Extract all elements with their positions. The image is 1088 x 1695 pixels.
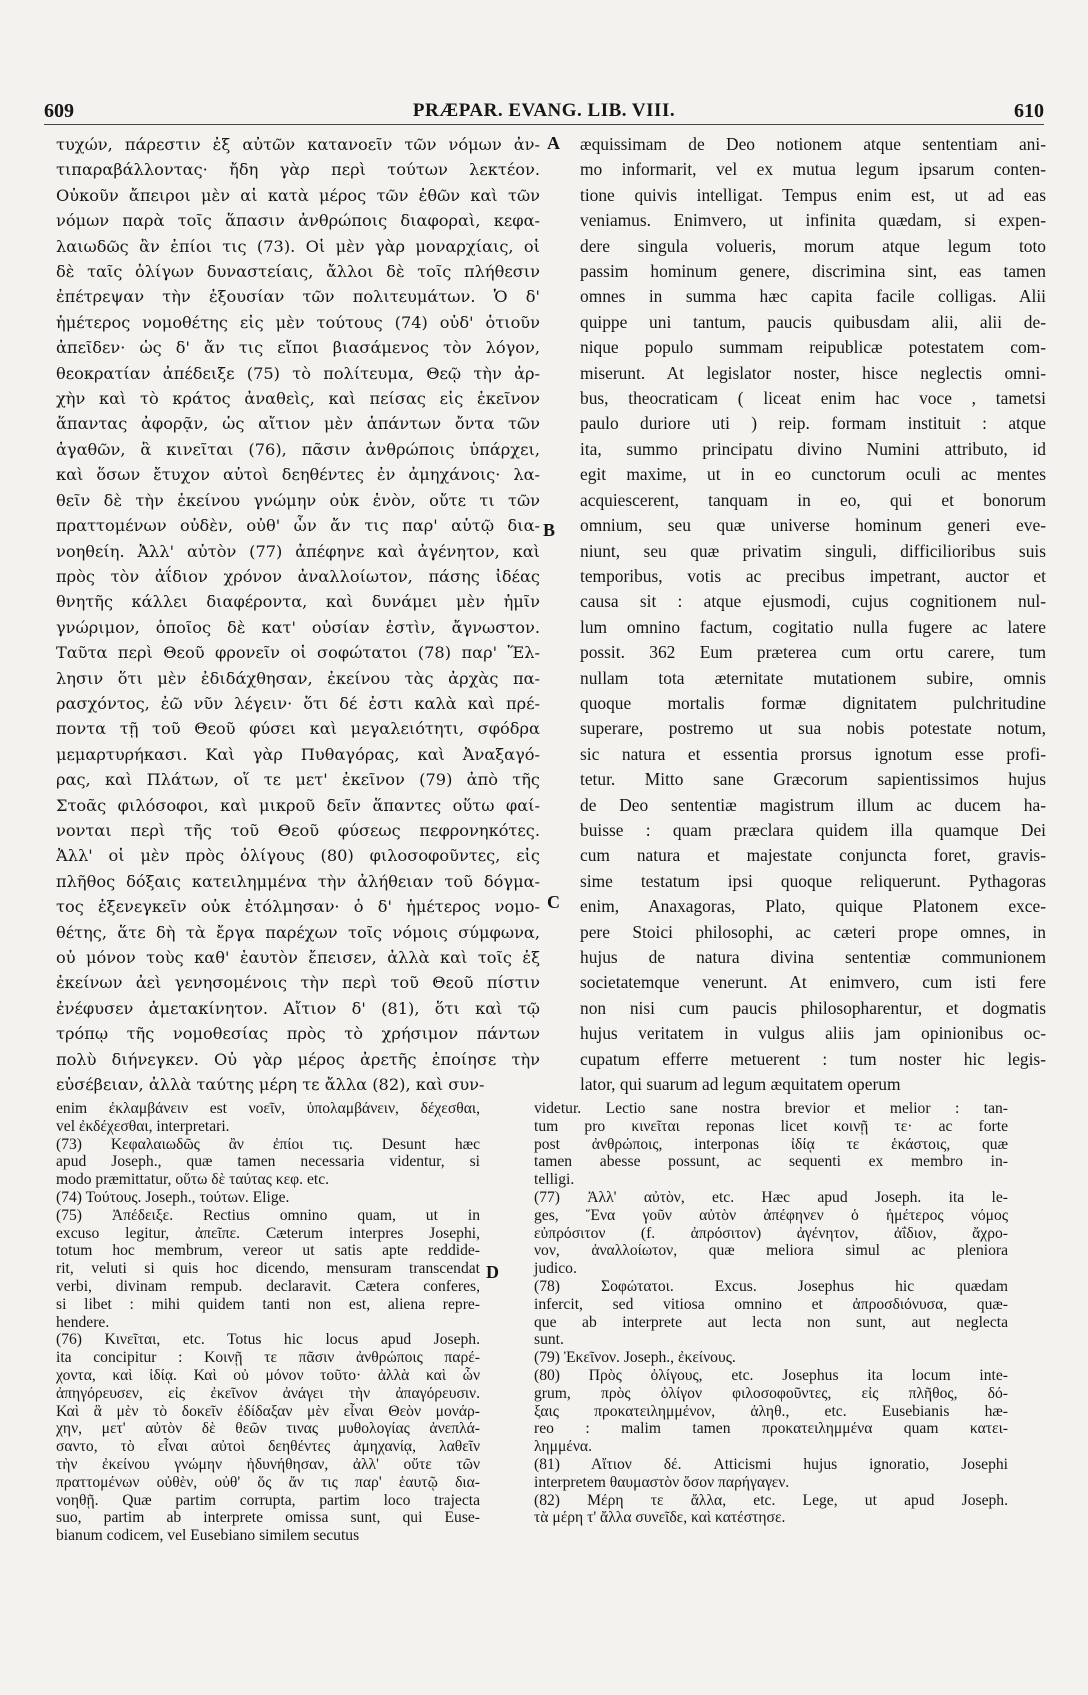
latin-line: non nisi cum paucis philosopharentur, et dogmatis	[580, 997, 1046, 1018]
latin-line: passim hominum genere, discrimina sint, eas tamen	[580, 261, 1046, 282]
latin-line: hujus veritatem in vulgus aliis jam opinionibus oc-	[580, 1023, 1046, 1044]
footnote-line: suo, partim ab interprete omissa sunt, qui Euse-	[56, 1509, 480, 1527]
footnote-line: que ab interprete aut lecta non sunt, aut neglecta	[534, 1313, 1008, 1331]
latin-line: acquiescerent, tanquam in eo, qui et bonorum	[580, 489, 1046, 510]
greek-text-column	[56, 132, 540, 1095]
greek-line: οὐ μόνον τοὺς καθ' ἑαυτὸν ἔπεισεν, ἀλλὰ καὶ τοῖς ἐξ	[56, 948, 540, 967]
greek-line: ἀπεῖδεν· ὡς δ' ἄν τις εἴποι βιασάμενος τὸν λόγον,	[56, 338, 540, 358]
latin-line: niunt, seu quæ privatim singuli, difficilioribus suis	[580, 540, 1046, 561]
greek-line: λαιωδῶς ἂν ἐπίοι τις (73). Οἱ μὲν γὰρ μοναρχίαις, οἱ	[56, 236, 540, 256]
footnote-line: ges, Ἕνα γοῦν αὐτὸν ἀπέφηνεν ὁ ἡμέτερος νόμος	[534, 1206, 1008, 1224]
greek-line: εὐσέβειαν, ἀλλὰ ταύτης μέρη τε ἄλλα (82), καὶ συν-	[56, 1075, 485, 1095]
greek-line: νοηθείη. Ἀλλ' αὐτὸν (77) ἀπέφηνε καὶ ἀγένητον, καὶ	[56, 541, 540, 561]
greek-line: νόμων παρὰ τοῖς ἅπασιν ἀνθρώποις διαφοραὶ, κεφα-	[56, 211, 540, 231]
footnote-line: τὰ μέρη τ' ἄλλα συνεῖδε, καὶ κατέστησε.	[534, 1509, 786, 1527]
footnote-line: ἀπηγόρευσεν, εἰς ἐκεῖνον ἀνάγει τὴν ἀπαγόρευσιν.	[56, 1384, 480, 1402]
footnote-line: (78) Σοφώτατοι. Excus. Josephus hic quædam	[534, 1277, 1008, 1295]
footnote-line: telligi.	[534, 1171, 575, 1189]
footnote-line: verbi, divinam rempub. declaravit. Cætera conferes,	[56, 1277, 480, 1295]
header-rule	[44, 124, 1044, 125]
footnote-line: (75) Ἀπέδειξε. Rectius omnino quam, ut in	[56, 1206, 480, 1224]
latin-line: buisse : quam præclara quidem illa quamque Dei	[580, 819, 1046, 840]
footnote-line: enim ἐκλαμβάνειν est νοεῖν, ὑπολαμβάνειν, δέχεσθαι,	[56, 1100, 480, 1117]
footnote-line: (82) Μέρη τε ἄλλα, etc. Lege, ut apud Joseph.	[534, 1491, 1008, 1509]
footnote-line: πραττομένων οὐθὲν, οὐθ' ὅς ἄν τις παρ' ἑαυτῷ δια-	[56, 1473, 480, 1491]
latin-line: societatemque venerunt. At enimvero, cum isti fere	[580, 972, 1046, 993]
running-title: PRÆPAR. EVANG. LIB. VIII.	[412, 100, 676, 121]
latin-line: hujus de natura divina sententiæ communionem	[580, 947, 1046, 967]
latin-line: nullam tota æternitate mutationem subire, omnis	[580, 667, 1046, 688]
footnote-line: hendere.	[56, 1313, 110, 1331]
greek-line: θνητῆς κάλλει διαφέροντα, καὶ δυνάμει μὲν ἡμῖν	[56, 592, 540, 612]
footnote-line: post ἀνθρώποις, interponas ἰδίᾳ τε ἑκάστοις, quæ	[534, 1135, 1008, 1153]
right-page-number: 610	[1014, 100, 1044, 122]
footnote-line: (81) Αἴτιον δέ. Atticismi hujus ignoratio, Josephi	[534, 1455, 1008, 1473]
latin-line: cum natura et majestate conjuncta foret, gravis-	[580, 845, 1046, 866]
latin-line: dere singula volueris, morum atque legum toto	[580, 235, 1046, 256]
footnote-line: λημμένα.	[534, 1438, 592, 1456]
footnote-line: Καὶ ἃ μὲν τὸ δοκεῖν ἐδίδαξαν μὲν εἶναι Θεὸν μονάρ-	[56, 1402, 480, 1420]
greek-line: θέτης, ἅτε δὴ τὰ ἔργα παρέχων τοῖς νόμοις σύμφωνα,	[56, 922, 540, 942]
greek-line: πραττομένων οὐδὲν, οὐθ' ὧν ἄν τις παρ' αὑτῷ δια-	[56, 516, 540, 536]
latin-line: possit. 362 Eum præterea cum ortu carere, tum	[580, 642, 1046, 663]
latin-line: causa sit : atque ejusmodi, cujus cognitionem nul-	[580, 591, 1046, 612]
greek-line: λησιν ὅτι μὲν ἐδιδάχθησαν, ἐκείνου τὰς ἀρχὰς πα-	[56, 668, 540, 688]
latin-line: sime testatum ipsi quoque reliquerunt. Pythagoras	[580, 870, 1046, 891]
running-header	[44, 100, 1044, 124]
footnotes-left	[56, 1100, 480, 1690]
footnote-line: infercit, sed vitiosa omnino et ἀπροσδιόνυσα, quæ-	[534, 1295, 1008, 1313]
footnote-line: si libet : mihi quidem tanti non est, aliena repre-	[56, 1295, 480, 1313]
footnote-line: (73) Κεφαλαιωδῶς ἂν ἐπίοι τις. Desunt hæc	[56, 1135, 480, 1153]
footnote-line: rit, veluti si quis hoc dicendo, mensuram transcendat	[56, 1260, 480, 1278]
latin-line: omnes in summa hæc capita facile colligas. Alii	[580, 286, 1046, 307]
footnote-line: νον, ἀναλλοίωτον, quæ meliora simul ac pleniora	[534, 1242, 1008, 1260]
greek-line: ποντα τῇ τοῦ Θεοῦ φύσει καὶ μεγαλειότητι, σφόδρα	[56, 719, 540, 739]
footnote-line: εὐπρόσιτον (f. ἀπρόσιτον) ἀγένητον, ἀΐδιον, ἄχρο-	[534, 1224, 1008, 1242]
latin-line: sic natura et essentia prorsus ignotum esse profi-	[580, 743, 1046, 764]
greek-line: Ἀλλ' οἱ μὲν πρὸς ὀλίγους (80) φιλοσοφοῦντες, εἰς	[56, 846, 540, 866]
latin-line: paulo duriore uti ) reip. formam instituit : atque	[580, 413, 1046, 434]
footnote-line: τὴν ἐκείνου γνώμην ἠδυνήθησαν, ἀλλ' οὔτε τῶν	[56, 1455, 480, 1473]
margin-marker-b: B	[543, 520, 556, 540]
greek-line: μεμαρτυρήκασι. Καὶ γὰρ Πυθαγόρας, καὶ Ἀναξαγό-	[56, 744, 540, 764]
greek-line: τρόπῳ τῆς νομοθεσίας πρὸς τὸ χρήσιμον πάντων	[56, 1024, 540, 1044]
greek-line: πολὺ διήνεγκεν. Οὐ γὰρ μέρος ἀρετῆς ἐποίησε τὴν	[56, 1049, 540, 1069]
latin-line: tetur. Mitto sane Græcorum sapientissimos hujus	[580, 769, 1046, 790]
footnote-line: grum, πρὸς ὀλίγον φιλοσοφοῦντες, εἰς πλῆθος, δό-	[534, 1384, 1008, 1402]
greek-line: θεοκρατίαν ἀπέδειξε (75) τὸ πολίτευμα, Θεῷ τὴν ἀρ-	[56, 363, 540, 383]
greek-line: Ταῦτα περὶ Θεοῦ φρονεῖν οἱ σοφώτατοι (78) παρ' Ἕλ-	[56, 643, 540, 663]
footnote-line: (79) Ἐκεῖνον. Joseph., ἐκείνους.	[534, 1349, 736, 1367]
footnote-line: interpretem θαυμαστὸν ὅσον παρήγαγεν.	[534, 1473, 790, 1491]
footnote-line: vel ἐκδέχεσθαι, interpretari.	[56, 1117, 230, 1135]
latin-line: miserunt. At legislator noster, hisce neglectis omni-	[580, 362, 1046, 383]
latin-line: cupatum efferre metuerent : tum noster hic legis-	[580, 1048, 1046, 1069]
greek-line: ἡμέτερος νομοθέτης εἰς μὲν τούτους (74) οὐδ' ὁτιοῦν	[56, 312, 540, 332]
greek-line: δὲ ταῖς ὀλίγων δυναστείαις, ἄλλοι δὲ τοῖς πλήθεσιν	[56, 262, 540, 282]
latin-line: pere Stoici philosophi, ac cæteri prope omnes, in	[580, 921, 1046, 942]
margin-marker-d: D	[486, 1262, 499, 1282]
footnote-line: ita concipitur : Κοινῇ τε πᾶσιν ἀνθρώποις παρέ-	[56, 1349, 480, 1367]
greek-line: τιπαραβάλλοντας· ἤδη γὰρ περὶ τούτων λεκτέον.	[56, 160, 540, 180]
footnote-line: ξαις προκατειλημμένον, ἀληθ., etc. Eusebianis hæ-	[534, 1402, 1008, 1420]
greek-line: ἐνέφυσεν ἀμετακίνητον. Αἴτιον δ' (81), ὅτι καὶ τῷ	[56, 998, 540, 1018]
footnote-line: reo : malim tamen προκατειλημμένα quam κατει-	[534, 1420, 1008, 1438]
footnote-line: σαντο, τὸ εἶναι αὐτοὶ δεηθέντες ἀμηχανίᾳ, λαθεῖν	[56, 1438, 480, 1456]
greek-line: ρας, καὶ Πλάτων, οἵ τε μετ' ἐκεῖνον (79) ἀπὸ τῆς	[56, 770, 540, 790]
footnote-line: tum pro κινεῖται reponas licet κοινῇ τε· ac forte	[534, 1117, 1008, 1135]
footnotes-right	[534, 1100, 1008, 1690]
footnote-line: bianum codicem, vel Eusebiano similem secutus	[56, 1527, 360, 1545]
latin-line: nique populo summam reipublicæ potestatem com-	[580, 337, 1046, 358]
greek-line: Οὐκοῦν ἄπειροι μὲν αἱ κατὰ μέρος τῶν ἐθῶν καὶ τῶν	[56, 185, 540, 205]
footnote-line: χην, μετ' αὐτὸν δὲ θεῶν τινας μυθολογίας ἀνεπλά-	[56, 1420, 480, 1438]
footnote-line: totum hoc membrum, vereor ut satis apte reddide-	[56, 1242, 480, 1260]
greek-line: πλῆθος δόξαις κατειλημμένα τὴν ἀλήθειαν τοῦ δόγμα-	[56, 871, 540, 891]
greek-line: τος ἐξενεγκεῖν οὐκ ἐτόλμησαν· ὁ δ' ἡμέτερος νομο-	[56, 897, 540, 917]
latin-line: temporibus, votis ac precibus impetrant, auctor et	[580, 565, 1046, 586]
left-page-number: 609	[44, 100, 74, 122]
margin-marker-c: C	[547, 892, 560, 912]
latin-line: omnium, seu quæ universe hominum generi eve-	[580, 515, 1046, 536]
footnote-line: (77) Ἀλλ' αὐτὸν, etc. Hæc apud Joseph. ita le-	[534, 1188, 1008, 1206]
footnote-line: (74) Τούτους. Joseph., τούτων. Elige.	[56, 1188, 290, 1206]
latin-line: ita, summo principatu divino Numini attributo, id	[580, 438, 1046, 459]
footnote-line: modo præmittatur, οὕτω δὲ ταύτας κεφ. etc.	[56, 1171, 330, 1189]
greek-line: ρασχόντος, ἐῶ νῦν λέγειν· ὅτι δέ ἐστι καλὰ καὶ πρέ-	[56, 693, 540, 713]
footnote-line: videtur. Lectio sane nostra brevior et melior : tan-	[534, 1100, 1008, 1117]
margin-marker-a: A	[547, 133, 560, 153]
greek-line: θεῖν δὲ τὴν ἐκείνου γνώμην οὐκ ἐνὸν, οὔτε τι τῶν	[56, 490, 540, 510]
greek-line: ἀγαθῶν, ἃ κινεῖται (76), πᾶσιν ἀνθρώποις ὑπάρχει,	[56, 439, 540, 459]
greek-line: ἐπέτρεψαν τὴν ἐξουσίαν τῶν πολιτευμάτων. Ὁ δ'	[56, 287, 540, 307]
greek-line: ἅπαντας ἀφορᾷν, ὡς αἴτιον μὲν ἁπάντων ὄντα τῶν	[56, 414, 540, 434]
latin-line: egit maxime, ut in eo cunctorum oculi ac mentes	[580, 464, 1046, 485]
greek-line: Στοᾶς φιλόσοφοι, καὶ μικροῦ δεῖν ἅπαντες οὕτω φαί-	[56, 795, 540, 815]
latin-line: veniamus. Enimvero, ut infinita quædam, si expen-	[580, 210, 1046, 231]
greek-line: καὶ ὅσων ἔτυχον αὐτοὶ δεηθέντες ἐν ἀμηχάνοις· λα-	[56, 465, 540, 485]
footnote-line: (76) Κινεῖται, etc. Totus hic locus apud Joseph.	[56, 1331, 480, 1349]
greek-line: χὴν καὶ τὸ κράτος ἀναθεὶς, καὶ πείσας εἰς ἐκεῖνον	[56, 389, 540, 409]
latin-line: de Deo sententiæ magistrum illum ac ducem ha-	[580, 794, 1046, 815]
footnote-line: sunt.	[534, 1331, 564, 1349]
latin-line: quoque mortalis formæ dignitatem pulchritudine	[580, 692, 1046, 713]
greek-line: νονται περὶ τῆς τοῦ Θεοῦ φύσεως πεφρονηκότες.	[56, 820, 540, 840]
latin-line: quippe uni tantum, paucis quibusdam alii, alii de-	[580, 311, 1046, 332]
greek-line: πρὸς τὸν ἀΐδιον χρόνον ἀναλλοίωτον, πάσης ἰδέας	[56, 566, 540, 586]
footnote-line: νοηθῇ. Quæ partim corrupta, partim loco trajecta	[56, 1491, 480, 1509]
footnote-line: judico.	[534, 1260, 577, 1278]
footnote-line: excuso legitur, ἀπεῖπε. Cæterum interpres Josephi,	[56, 1224, 480, 1242]
greek-line: γνώριμον, ὁποῖος δὲ κατ' οὐσίαν ἐστὶν, ἄγνωστον.	[56, 617, 540, 637]
latin-line: tione quivis intelligat. Tempus enim est, ut ad eas	[580, 184, 1046, 205]
footnote-line: apud Joseph., quæ tamen necessaria videntur, si	[56, 1153, 480, 1171]
latin-line: bus, theocraticam ( liceat enim hac voce , tametsi	[580, 388, 1046, 409]
latin-line: mo informarit, vel ex mutua legum ipsarum conten-	[580, 159, 1046, 180]
greek-line: τυχών, πάρεστιν ἐξ αὐτῶν κατανοεῖν τῶν νόμων ἀν-	[56, 135, 540, 154]
latin-line: æquissimam de Deo notionem atque sententiam ani-	[580, 134, 1046, 154]
greek-line: ἐκείνων ἀεὶ γενησομένοις τὴν περὶ τοῦ Θεοῦ πίστιν	[56, 973, 540, 993]
latin-line: enim, Anaxagoras, Plato, quique Platonem exce-	[580, 896, 1046, 917]
latin-line: lum omnino factum, cogitatio nulla fugere ac latere	[580, 616, 1046, 637]
footnote-line: χοντα, καὶ ἰδίᾳ. Καὶ οὐ μόνον τοῦτο· ἀλλὰ καὶ ὧν	[56, 1366, 480, 1384]
footnote-line: (80) Πρὸς ὀλίγους, etc. Josephus ita locum inte-	[534, 1366, 1008, 1384]
latin-text-column	[580, 132, 1046, 1095]
footnote-line: tamen abesse possunt, ac sequenti ex membro in-	[534, 1153, 1008, 1171]
latin-line: superare, postremo ut sua nobis potestate notum,	[580, 718, 1046, 739]
latin-line: lator, qui suarum ad legum æquitatem operum	[580, 1074, 901, 1095]
